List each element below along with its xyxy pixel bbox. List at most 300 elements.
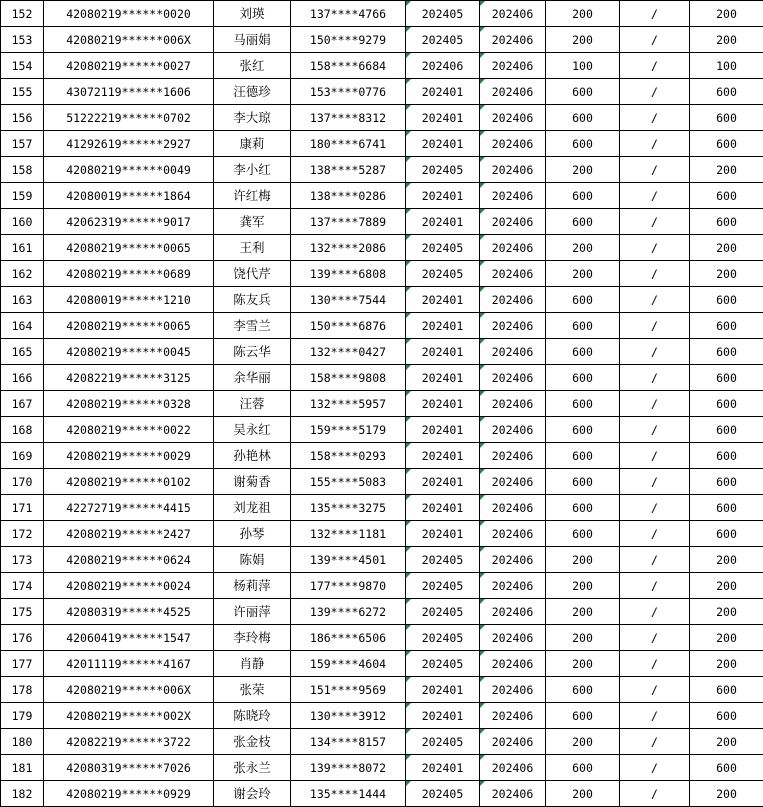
- person-name-cell[interactable]: 刘瑛: [214, 1, 291, 27]
- person-name-cell[interactable]: 李大琼: [214, 105, 291, 131]
- end-month-cell[interactable]: 202406: [480, 443, 546, 469]
- deduction-cell[interactable]: /: [620, 1, 690, 27]
- id-number-cell[interactable]: 42080219******006X: [44, 27, 214, 53]
- total-cell[interactable]: 200: [690, 1, 763, 27]
- table-row: [1, 781, 763, 807]
- start-month-cell[interactable]: 202401: [406, 313, 480, 339]
- id-number-cell[interactable]: 43072119******1606: [44, 79, 214, 105]
- phone-number-cell[interactable]: 139****6808: [291, 261, 406, 287]
- phone-number-cell[interactable]: 155****5083: [291, 469, 406, 495]
- row-number-cell[interactable]: 173: [1, 547, 44, 573]
- row-number-cell[interactable]: 172: [1, 521, 44, 547]
- row-number-cell[interactable]: 153: [1, 27, 44, 53]
- id-number-cell[interactable]: 42080219******0024: [44, 573, 214, 599]
- row-number-cell[interactable]: 161: [1, 235, 44, 261]
- total-cell[interactable]: 100: [690, 53, 763, 79]
- deduction-cell[interactable]: /: [620, 729, 690, 755]
- phone-number-cell[interactable]: 139****6272: [291, 599, 406, 625]
- table-row: [1, 313, 763, 339]
- row-number-cell[interactable]: 179: [1, 703, 44, 729]
- id-number-cell[interactable]: 42080219******0065: [44, 235, 214, 261]
- amount-cell[interactable]: 600: [546, 469, 620, 495]
- id-number-cell[interactable]: 42060419******1547: [44, 625, 214, 651]
- end-month-cell[interactable]: 202406: [480, 131, 546, 157]
- phone-number-cell[interactable]: 135****3275: [291, 495, 406, 521]
- id-number-cell[interactable]: 41292619******2927: [44, 131, 214, 157]
- deduction-cell[interactable]: /: [620, 781, 690, 807]
- id-number-cell[interactable]: 42272719******4415: [44, 495, 214, 521]
- phone-number-cell[interactable]: 132****0427: [291, 339, 406, 365]
- amount-cell[interactable]: 600: [546, 79, 620, 105]
- table-row: [1, 287, 763, 313]
- total-cell[interactable]: 600: [690, 313, 763, 339]
- end-month-cell[interactable]: 202406: [480, 339, 546, 365]
- start-month-cell[interactable]: 202401: [406, 703, 480, 729]
- deduction-cell[interactable]: /: [620, 261, 690, 287]
- row-number-cell[interactable]: 181: [1, 755, 44, 781]
- phone-number-cell[interactable]: 158****0293: [291, 443, 406, 469]
- phone-number-cell[interactable]: 177****9870: [291, 573, 406, 599]
- end-month-cell[interactable]: 202406: [480, 261, 546, 287]
- deduction-cell[interactable]: /: [620, 287, 690, 313]
- start-month-cell[interactable]: 202405: [406, 781, 480, 807]
- row-number-cell[interactable]: 170: [1, 469, 44, 495]
- deduction-cell[interactable]: /: [620, 53, 690, 79]
- person-name-cell[interactable]: 刘龙祖: [214, 495, 291, 521]
- start-month-cell[interactable]: 202401: [406, 339, 480, 365]
- amount-cell[interactable]: 600: [546, 105, 620, 131]
- total-cell[interactable]: 200: [690, 235, 763, 261]
- row-number-cell[interactable]: 165: [1, 339, 44, 365]
- id-number-cell[interactable]: 42080219******0022: [44, 417, 214, 443]
- person-name-cell[interactable]: 孙艳林: [214, 443, 291, 469]
- amount-cell[interactable]: 600: [546, 287, 620, 313]
- amount-cell[interactable]: 200: [546, 261, 620, 287]
- table-row: [1, 209, 763, 235]
- row-number-cell[interactable]: 156: [1, 105, 44, 131]
- amount-cell[interactable]: 600: [546, 443, 620, 469]
- amount-cell[interactable]: 600: [546, 495, 620, 521]
- row-number-cell[interactable]: 157: [1, 131, 44, 157]
- id-number-cell[interactable]: 42080219******006X: [44, 677, 214, 703]
- deduction-cell[interactable]: /: [620, 157, 690, 183]
- end-month-cell[interactable]: 202406: [480, 703, 546, 729]
- id-number-cell[interactable]: 42080219******0045: [44, 339, 214, 365]
- total-cell[interactable]: 600: [690, 79, 763, 105]
- id-number-cell[interactable]: 42080319******4525: [44, 599, 214, 625]
- total-cell[interactable]: 600: [690, 287, 763, 313]
- amount-cell[interactable]: 200: [546, 625, 620, 651]
- start-month-cell[interactable]: 202405: [406, 573, 480, 599]
- end-month-cell[interactable]: 202406: [480, 79, 546, 105]
- start-month-cell[interactable]: 202405: [406, 1, 480, 27]
- table-row: [1, 391, 763, 417]
- phone-number-cell[interactable]: 135****1444: [291, 781, 406, 807]
- start-month-cell[interactable]: 202405: [406, 157, 480, 183]
- person-name-cell[interactable]: 饶代芹: [214, 261, 291, 287]
- phone-number-cell[interactable]: 158****9808: [291, 365, 406, 391]
- phone-number-cell[interactable]: 139****4501: [291, 547, 406, 573]
- deduction-cell[interactable]: /: [620, 313, 690, 339]
- deduction-cell[interactable]: /: [620, 755, 690, 781]
- amount-cell[interactable]: 600: [546, 677, 620, 703]
- phone-number-cell[interactable]: 159****4604: [291, 651, 406, 677]
- start-month-cell[interactable]: 202401: [406, 183, 480, 209]
- amount-cell[interactable]: 200: [546, 27, 620, 53]
- end-month-cell[interactable]: 202406: [480, 105, 546, 131]
- person-name-cell[interactable]: 许丽萍: [214, 599, 291, 625]
- table-row: [1, 755, 763, 781]
- end-month-cell[interactable]: 202406: [480, 365, 546, 391]
- deduction-cell[interactable]: /: [620, 443, 690, 469]
- end-month-cell[interactable]: 202406: [480, 573, 546, 599]
- row-number-cell[interactable]: 152: [1, 1, 44, 27]
- end-month-cell[interactable]: 202406: [480, 755, 546, 781]
- phone-number-cell[interactable]: 151****9569: [291, 677, 406, 703]
- row-number-cell[interactable]: 168: [1, 417, 44, 443]
- person-name-cell[interactable]: 张永兰: [214, 755, 291, 781]
- deduction-cell[interactable]: /: [620, 235, 690, 261]
- table-row: [1, 417, 763, 443]
- deduction-cell[interactable]: /: [620, 573, 690, 599]
- deduction-cell[interactable]: /: [620, 27, 690, 53]
- row-number-cell[interactable]: 182: [1, 781, 44, 807]
- end-month-cell[interactable]: 202406: [480, 417, 546, 443]
- table-row: [1, 53, 763, 79]
- total-cell[interactable]: 200: [690, 729, 763, 755]
- end-month-cell[interactable]: 202406: [480, 313, 546, 339]
- total-cell[interactable]: 200: [690, 27, 763, 53]
- person-name-cell[interactable]: 康莉: [214, 131, 291, 157]
- id-number-cell[interactable]: 42080219******0065: [44, 313, 214, 339]
- id-number-cell[interactable]: 42080219******0929: [44, 781, 214, 807]
- table-row: [1, 1, 763, 27]
- deduction-cell[interactable]: /: [620, 417, 690, 443]
- end-month-cell[interactable]: 202406: [480, 521, 546, 547]
- person-name-cell[interactable]: 吴永红: [214, 417, 291, 443]
- start-month-cell[interactable]: 202401: [406, 417, 480, 443]
- end-month-cell[interactable]: 202406: [480, 53, 546, 79]
- start-month-cell[interactable]: 202401: [406, 365, 480, 391]
- total-cell[interactable]: 600: [690, 209, 763, 235]
- deduction-cell[interactable]: /: [620, 495, 690, 521]
- table-row: [1, 339, 763, 365]
- amount-cell[interactable]: 600: [546, 365, 620, 391]
- total-cell[interactable]: 200: [690, 781, 763, 807]
- amount-cell[interactable]: 200: [546, 547, 620, 573]
- phone-number-cell[interactable]: 132****5957: [291, 391, 406, 417]
- total-cell[interactable]: 600: [690, 521, 763, 547]
- person-name-cell[interactable]: 张红: [214, 53, 291, 79]
- end-month-cell[interactable]: 202406: [480, 495, 546, 521]
- phone-number-cell[interactable]: 153****0776: [291, 79, 406, 105]
- total-cell[interactable]: 600: [690, 677, 763, 703]
- total-cell[interactable]: 600: [690, 755, 763, 781]
- amount-cell[interactable]: 600: [546, 521, 620, 547]
- phone-number-cell[interactable]: 180****6741: [291, 131, 406, 157]
- row-number-cell[interactable]: 171: [1, 495, 44, 521]
- end-month-cell[interactable]: 202406: [480, 27, 546, 53]
- phone-number-cell[interactable]: 132****1181: [291, 521, 406, 547]
- person-name-cell[interactable]: 龚军: [214, 209, 291, 235]
- total-cell[interactable]: 600: [690, 391, 763, 417]
- row-number-cell[interactable]: 169: [1, 443, 44, 469]
- person-name-cell[interactable]: 陈娟: [214, 547, 291, 573]
- phone-number-cell[interactable]: 186****6506: [291, 625, 406, 651]
- total-cell[interactable]: 600: [690, 443, 763, 469]
- start-month-cell[interactable]: 202401: [406, 131, 480, 157]
- table-row: [1, 547, 763, 573]
- start-month-cell[interactable]: 202401: [406, 495, 480, 521]
- id-number-cell[interactable]: 42080219******0102: [44, 469, 214, 495]
- row-number-cell[interactable]: 180: [1, 729, 44, 755]
- deduction-cell[interactable]: /: [620, 625, 690, 651]
- row-number-cell[interactable]: 158: [1, 157, 44, 183]
- row-number-cell[interactable]: 167: [1, 391, 44, 417]
- start-month-cell[interactable]: 202401: [406, 755, 480, 781]
- amount-cell[interactable]: 600: [546, 417, 620, 443]
- id-number-cell[interactable]: 42080319******7026: [44, 755, 214, 781]
- start-month-cell[interactable]: 202401: [406, 79, 480, 105]
- deduction-cell[interactable]: /: [620, 703, 690, 729]
- id-number-cell[interactable]: 42082219******3722: [44, 729, 214, 755]
- person-name-cell[interactable]: 李玲梅: [214, 625, 291, 651]
- id-number-cell[interactable]: 42080219******0049: [44, 157, 214, 183]
- person-name-cell[interactable]: 谢会玲: [214, 781, 291, 807]
- amount-cell[interactable]: 600: [546, 183, 620, 209]
- phone-number-cell[interactable]: 150****9279: [291, 27, 406, 53]
- amount-cell[interactable]: 200: [546, 651, 620, 677]
- deduction-cell[interactable]: /: [620, 339, 690, 365]
- table-row: [1, 651, 763, 677]
- phone-number-cell[interactable]: 134****8157: [291, 729, 406, 755]
- deduction-cell[interactable]: /: [620, 599, 690, 625]
- start-month-cell[interactable]: 202405: [406, 235, 480, 261]
- table-row: [1, 495, 763, 521]
- phone-number-cell[interactable]: 130****7544: [291, 287, 406, 313]
- deduction-cell[interactable]: /: [620, 365, 690, 391]
- amount-cell[interactable]: 600: [546, 209, 620, 235]
- total-cell[interactable]: 200: [690, 573, 763, 599]
- id-number-cell[interactable]: 42062319******9017: [44, 209, 214, 235]
- deduction-cell[interactable]: /: [620, 131, 690, 157]
- total-cell[interactable]: 200: [690, 599, 763, 625]
- total-cell[interactable]: 600: [690, 183, 763, 209]
- start-month-cell[interactable]: 202405: [406, 27, 480, 53]
- amount-cell[interactable]: 200: [546, 729, 620, 755]
- person-name-cell[interactable]: 孙琴: [214, 521, 291, 547]
- row-number-cell[interactable]: 166: [1, 365, 44, 391]
- end-month-cell[interactable]: 202406: [480, 157, 546, 183]
- id-number-cell[interactable]: 51222219******0702: [44, 105, 214, 131]
- row-number-cell[interactable]: 178: [1, 677, 44, 703]
- start-month-cell[interactable]: 202401: [406, 391, 480, 417]
- end-month-cell[interactable]: 202406: [480, 781, 546, 807]
- person-name-cell[interactable]: 李雪兰: [214, 313, 291, 339]
- start-month-cell[interactable]: 202401: [406, 677, 480, 703]
- row-number-cell[interactable]: 174: [1, 573, 44, 599]
- row-number-cell[interactable]: 175: [1, 599, 44, 625]
- start-month-cell[interactable]: 202405: [406, 547, 480, 573]
- deduction-cell[interactable]: /: [620, 105, 690, 131]
- start-month-cell[interactable]: 202405: [406, 625, 480, 651]
- deduction-cell[interactable]: /: [620, 183, 690, 209]
- start-month-cell[interactable]: 202405: [406, 729, 480, 755]
- start-month-cell[interactable]: 202401: [406, 469, 480, 495]
- amount-cell[interactable]: 200: [546, 573, 620, 599]
- phone-number-cell[interactable]: 132****2086: [291, 235, 406, 261]
- table-row: [1, 677, 763, 703]
- phone-number-cell[interactable]: 138****0286: [291, 183, 406, 209]
- start-month-cell[interactable]: 202401: [406, 209, 480, 235]
- total-cell[interactable]: 600: [690, 703, 763, 729]
- end-month-cell[interactable]: 202406: [480, 183, 546, 209]
- phone-number-cell[interactable]: 158****6684: [291, 53, 406, 79]
- phone-number-cell[interactable]: 137****8312: [291, 105, 406, 131]
- end-month-cell[interactable]: 202406: [480, 677, 546, 703]
- id-number-cell[interactable]: 42011119******4167: [44, 651, 214, 677]
- person-name-cell[interactable]: 张金枝: [214, 729, 291, 755]
- end-month-cell[interactable]: 202406: [480, 547, 546, 573]
- amount-cell[interactable]: 600: [546, 131, 620, 157]
- id-number-cell[interactable]: 42080019******1210: [44, 287, 214, 313]
- start-month-cell[interactable]: 202401: [406, 443, 480, 469]
- row-number-cell[interactable]: 159: [1, 183, 44, 209]
- deduction-cell[interactable]: /: [620, 651, 690, 677]
- phone-number-cell[interactable]: 138****5287: [291, 157, 406, 183]
- id-number-cell[interactable]: 42080219******0020: [44, 1, 214, 27]
- table-row: [1, 573, 763, 599]
- person-name-cell[interactable]: 许红梅: [214, 183, 291, 209]
- end-month-cell[interactable]: 202406: [480, 209, 546, 235]
- person-name-cell[interactable]: 肖静: [214, 651, 291, 677]
- phone-number-cell[interactable]: 137****4766: [291, 1, 406, 27]
- deduction-cell[interactable]: /: [620, 469, 690, 495]
- total-cell[interactable]: 600: [690, 105, 763, 131]
- start-month-cell[interactable]: 202401: [406, 105, 480, 131]
- end-month-cell[interactable]: 202406: [480, 729, 546, 755]
- table-row: [1, 235, 763, 261]
- end-month-cell[interactable]: 202406: [480, 625, 546, 651]
- start-month-cell[interactable]: 202405: [406, 599, 480, 625]
- deduction-cell[interactable]: /: [620, 209, 690, 235]
- person-name-cell[interactable]: 汪德珍: [214, 79, 291, 105]
- phone-number-cell[interactable]: 139****8072: [291, 755, 406, 781]
- person-name-cell[interactable]: 张荣: [214, 677, 291, 703]
- total-cell[interactable]: 200: [690, 651, 763, 677]
- amount-cell[interactable]: 200: [546, 157, 620, 183]
- person-name-cell[interactable]: 陈云华: [214, 339, 291, 365]
- end-month-cell[interactable]: 202406: [480, 599, 546, 625]
- deduction-cell[interactable]: /: [620, 391, 690, 417]
- total-cell[interactable]: 600: [690, 495, 763, 521]
- amount-cell[interactable]: 200: [546, 235, 620, 261]
- row-number-cell[interactable]: 155: [1, 79, 44, 105]
- id-number-cell[interactable]: 42080219******0689: [44, 261, 214, 287]
- phone-number-cell[interactable]: 159****5179: [291, 417, 406, 443]
- end-month-cell[interactable]: 202406: [480, 235, 546, 261]
- end-month-cell[interactable]: 202406: [480, 391, 546, 417]
- amount-cell[interactable]: 200: [546, 599, 620, 625]
- row-number-cell[interactable]: 177: [1, 651, 44, 677]
- amount-cell[interactable]: 600: [546, 391, 620, 417]
- id-number-cell[interactable]: 42080219******0328: [44, 391, 214, 417]
- person-name-cell[interactable]: 杨莉萍: [214, 573, 291, 599]
- end-month-cell[interactable]: 202406: [480, 469, 546, 495]
- total-cell[interactable]: 200: [690, 625, 763, 651]
- id-number-cell[interactable]: 42080219******0029: [44, 443, 214, 469]
- phone-number-cell[interactable]: 150****6876: [291, 313, 406, 339]
- total-cell[interactable]: 600: [690, 339, 763, 365]
- amount-cell[interactable]: 100: [546, 53, 620, 79]
- total-cell[interactable]: 600: [690, 417, 763, 443]
- deduction-cell[interactable]: /: [620, 677, 690, 703]
- person-name-cell[interactable]: 陈晓玲: [214, 703, 291, 729]
- start-month-cell[interactable]: 202405: [406, 261, 480, 287]
- total-cell[interactable]: 200: [690, 547, 763, 573]
- person-name-cell[interactable]: 马丽娟: [214, 27, 291, 53]
- start-month-cell[interactable]: 202405: [406, 651, 480, 677]
- row-number-cell[interactable]: 176: [1, 625, 44, 651]
- table-row: [1, 729, 763, 755]
- row-number-cell[interactable]: 164: [1, 313, 44, 339]
- total-cell[interactable]: 600: [690, 469, 763, 495]
- id-number-cell[interactable]: 42080219******0027: [44, 53, 214, 79]
- person-name-cell[interactable]: 王利: [214, 235, 291, 261]
- deduction-cell[interactable]: /: [620, 547, 690, 573]
- table-row: [1, 183, 763, 209]
- amount-cell[interactable]: 600: [546, 755, 620, 781]
- end-month-cell[interactable]: 202406: [480, 287, 546, 313]
- phone-number-cell[interactable]: 137****7889: [291, 209, 406, 235]
- table-row: [1, 131, 763, 157]
- row-number-cell[interactable]: 160: [1, 209, 44, 235]
- id-number-cell[interactable]: 42082219******3125: [44, 365, 214, 391]
- table-row: [1, 27, 763, 53]
- deduction-cell[interactable]: /: [620, 79, 690, 105]
- start-month-cell[interactable]: 202401: [406, 521, 480, 547]
- amount-cell[interactable]: 600: [546, 703, 620, 729]
- amount-cell[interactable]: 200: [546, 1, 620, 27]
- person-name-cell[interactable]: 余华丽: [214, 365, 291, 391]
- person-name-cell[interactable]: 陈友兵: [214, 287, 291, 313]
- total-cell[interactable]: 600: [690, 365, 763, 391]
- deduction-cell[interactable]: /: [620, 521, 690, 547]
- amount-cell[interactable]: 600: [546, 339, 620, 365]
- person-name-cell[interactable]: 李小红: [214, 157, 291, 183]
- end-month-cell[interactable]: 202406: [480, 651, 546, 677]
- start-month-cell[interactable]: 202406: [406, 53, 480, 79]
- total-cell[interactable]: 600: [690, 131, 763, 157]
- id-number-cell[interactable]: 42080219******002X: [44, 703, 214, 729]
- id-number-cell[interactable]: 42080219******0624: [44, 547, 214, 573]
- person-name-cell[interactable]: 谢菊香: [214, 469, 291, 495]
- total-cell[interactable]: 200: [690, 157, 763, 183]
- amount-cell[interactable]: 200: [546, 781, 620, 807]
- row-number-cell[interactable]: 154: [1, 53, 44, 79]
- amount-cell[interactable]: 600: [546, 313, 620, 339]
- total-cell[interactable]: 200: [690, 261, 763, 287]
- row-number-cell[interactable]: 162: [1, 261, 44, 287]
- row-number-cell[interactable]: 163: [1, 287, 44, 313]
- table-row: [1, 469, 763, 495]
- start-month-cell[interactable]: 202401: [406, 287, 480, 313]
- person-name-cell[interactable]: 汪蓉: [214, 391, 291, 417]
- phone-number-cell[interactable]: 130****3912: [291, 703, 406, 729]
- end-month-cell[interactable]: 202406: [480, 1, 546, 27]
- id-number-cell[interactable]: 42080219******2427: [44, 521, 214, 547]
- id-number-cell[interactable]: 42080019******1864: [44, 183, 214, 209]
